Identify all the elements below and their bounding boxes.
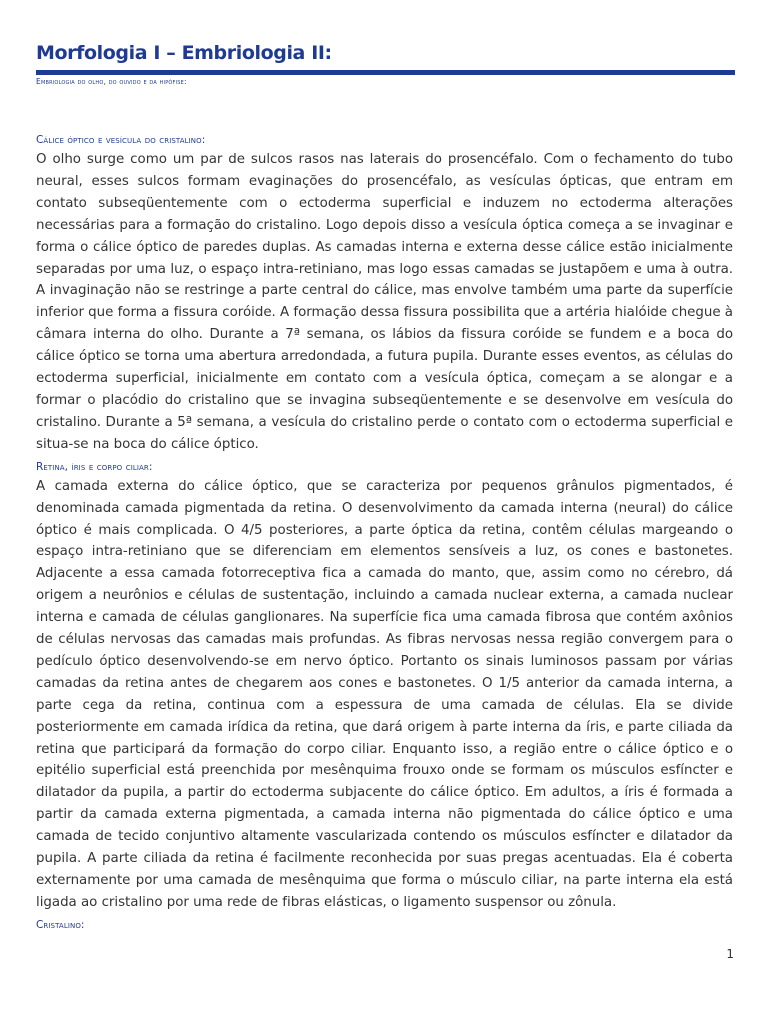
document-title: Morfologia I – Embriologia II:	[36, 42, 332, 64]
title-divider	[36, 70, 735, 75]
section-heading-calice-optico: Cálice óptico e vesícula do cristalino:	[36, 134, 206, 146]
section-paragraph-retina-iris: A camada externa do cálice óptico, que se caracteriza por pequenos grânulos pigmentados, é denominada camada pigmentada da retina. O desenvolvimento da camada interna (neural) do cálice óptico é mais complicada. O 4/5 posteriores, a parte óptica da retina, contêm células margeando o espaço intra-retiniano que se diferenciam em elementos sensíveis a luz, os cones e bastonetes. Adjacente a essa camada fotorreceptiva fica a camada do manto, que, assim como no cérebro, dá origem a neurônios e células de sustentação, incluindo a camada nuclear externa, a camada nuclear interna e camada de células ganglionares. Na superfície fica uma camada fibrosa que contém axônios de células nervosas das camadas mais profundas. As fibras nervosas nessa região convergem para o pedículo óptico desenvolvendo-se em nervo óptico. Portanto os sinais luminosos passam por várias camadas da retina antes de chegarem aos cones e bastonetes. O 1/5 anterior da camada interna, a parte cega da retina, continua com a espessura de uma camada de células. Ela se divide posteriormente em camada irídica da retina, que dará origem à parte interna da íris, e parte ciliada da retina que participará da formação do corpo ciliar. Enquanto isso, a região entre o cálice óptico e o epitélio superficial está preenchida por mesênquima frouxo onde se formam os músculos esfíncter e dilatador da pupila, a partir do ectoderma subjacente do cálice óptico. Em adultos, a íris é formada a partir da camada externa pigmentada, a camada interna não pigmentada do cálice óptico e uma camada de tecido conjuntivo altamente vascularizada contendo os músculos esfíncter e dilatador da pupila. A parte ciliada da retina é facilmente reconhecida por suas pregas acentuadas. Ela é coberta externamente por uma camada de mesênquima que forma o músculo ciliar, na parte interna ela está ligada ao cristalino por uma rede de fibras elásticas, o ligamento suspensor ou zônula.	[36, 478, 733, 910]
section-heading-cristalino: Cristalino:	[36, 918, 85, 931]
document-subtitle: Embriologia do olho, do ouvido e da hipófise:	[36, 77, 187, 86]
document-body	[36, 131, 733, 934]
section-paragraph-calice-optico: O olho surge como um par de sulcos rasos nas laterais do prosencéfalo. Com o fechamento do tubo neural, esses sulcos formam evaginações do prosencéfalo, as vesículas ópticas, que entram em contato subseqüentemente com o ectoderma superficial e induzem no ectoderma alterações necessárias para a formação do cristalino. Logo depois disso a vesícula óptica começa a se invaginar e forma o cálice óptico de paredes duplas. As camadas interna e externa desse cálice estão inicialmente separadas por uma luz, o espaço intra-retiniano, mas logo essas camadas se justapõem e uma à outra. A invaginação não se restringe a parte central do cálice, mas envolve também uma parte da superfície inferior que forma a fissura coróide. A formação dessa fissura possibilita que a artéria hialóide chegue à câmara interna do olho. Durante a 7ª semana, os lábios da fissura coróide se fundem e a boca do cálice óptico se torna uma abertura arredondada, a futura pupila. Durante esses eventos, as células do ectoderma superficial, inicialmente em contato com a vesícula óptica, começam a se alongar e a formar o placódio do cristalino que se invagina subseqüentemente e se desenvolve em vesícula do cristalino. Durante a 5ª semana, a vesícula do cristalino perde o contato com o ectoderma superficial e situa-se na boca do cálice óptico.	[36, 152, 733, 452]
page-number: 1	[726, 947, 734, 961]
section-heading-retina-iris: Retina, íris e corpo ciliar:	[36, 460, 153, 473]
